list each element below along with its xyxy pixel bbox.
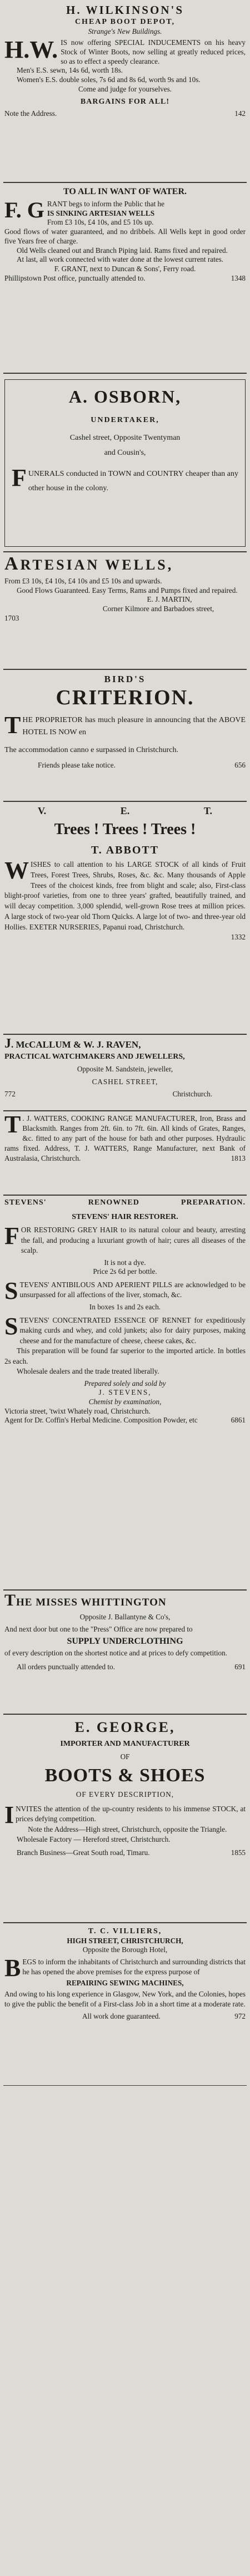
advert-footer — [4, 109, 246, 119]
advert-drop-cap: S — [4, 1277, 18, 1304]
column-rule — [3, 182, 247, 183]
advert-address: Note the Address—High street, Christchurch, opposite the Triangle. — [28, 1825, 227, 1833]
birds-criterion-hotel-advert — [4, 673, 246, 797]
advert-address: Opposite J. Ballantyne & Co's, — [79, 1613, 171, 1621]
advert-subheading: STEVENS' HAIR RESTORER. — [72, 1212, 178, 1221]
advert-price-line: Men's E.S. sewn, 14s 6d, worth 18s. — [17, 66, 123, 75]
advert-heading-text: . McCALLUM & W. J. RAVEN, — [11, 1039, 141, 1050]
advert-drop-cap: T — [4, 1114, 21, 1138]
advert-price-line: From £3 10s, £4 10s, and £5 10s up. — [47, 218, 154, 227]
advert-text: Prepared solely and sold by — [84, 1379, 166, 1388]
advert-heading — [4, 1037, 246, 1051]
advert-drop-cap: J — [4, 1037, 11, 1051]
advert-feature-line: IS SINKING ARTESIAN WELLS — [47, 209, 155, 217]
column-rule — [3, 801, 247, 802]
advert-text: This preparation will be found far superior to the imported article. In bottles 2s each. — [4, 1347, 246, 1365]
advert-heading: TO ALL IN WANT OF WATER. — [63, 187, 187, 196]
advert-heading: Trees ! Trees ! Trees ! — [54, 821, 196, 838]
advert-text: of every description on the shortest notice and at prices to defy competition. — [4, 1649, 228, 1658]
advert-note: All orders punctually attended to. — [17, 1663, 115, 1671]
advert-body — [4, 1312, 246, 1347]
advert-body — [4, 197, 246, 227]
advert-text: Agent for Dr. Coffin's Herbal Medicine. Composition Powder, etc — [4, 1416, 198, 1425]
advert-drop-cap: F — [12, 464, 27, 491]
osborn-undertaker-advert — [4, 379, 246, 547]
column-rule — [3, 551, 247, 552]
advert-heading-text: RTESIAN WELLS, — [20, 557, 174, 573]
advert-body — [4, 714, 246, 739]
column-rule — [3, 373, 247, 374]
advert-address: Victoria street, 'twixt Whately road, Christchurch. — [4, 1406, 151, 1415]
column-rule — [3, 1589, 247, 1591]
column-rule — [3, 1110, 247, 1111]
advert-drop-cap: B — [4, 1954, 21, 1981]
advert-text: . J. WATTERS, COOKING RANGE MANUFACTURER, Iron, Brass and Blacksmith. Ranges from 2ft. 6in. to 7ft. 6in. All kinds of Grates, Ranges, &c. fitted to any part of the house for bath and other purposes. Hydraulic rams fixed. Address, — [4, 1114, 246, 1152]
advert-heading: CRITERION. — [56, 686, 194, 709]
advert-subheading: IMPORTER AND MANUFACTURER — [60, 1740, 190, 1748]
advert-body — [4, 1277, 246, 1304]
advert-drop-cap: F — [4, 1222, 19, 1249]
advert-footer — [4, 1090, 246, 1099]
advert-body — [4, 1801, 246, 1828]
villiers-sewing-machine-advert — [4, 1927, 246, 2082]
advert-heading — [4, 555, 246, 575]
advert-body — [4, 38, 246, 66]
advert-address: HIGH STREET, CHRISTCHURCH, — [67, 1936, 183, 1945]
advert-number: 691 — [234, 1663, 246, 1671]
advert-number: 6861 — [231, 1416, 246, 1425]
advert-heading: STEVENS' RENOWNED PREPARATION. — [4, 1198, 246, 1207]
advert-number: 972 — [234, 2011, 246, 2020]
advert-text: Good Flows Guaranteed. Easy Terms, Rams and Pumps fixed and repaired. — [17, 586, 238, 595]
advert-text: EGS to inform the inhabitants of Christchurch and surrounding districts that he has opened the above premises for the express purpose of — [22, 1957, 246, 1977]
advert-heading — [4, 1593, 246, 1610]
advert-vet-header — [4, 804, 246, 817]
watters-cooking-range-advert — [4, 1114, 246, 1191]
advert-text: ISHES to call attention to his LARGE STOCK of all kinds of Fruit Trees, Forest Trees, Shrubs, Roses, &c. &c. Many thousands of Apple Trees of the choicest kinds, free from blight and scale; also, First-class blight-proof varieties, from one to three years' grafted, beautifully trained, and will decay competition. 3,000 splendid, well-grown Rose trees at million prices. A large stock of two-year old Thorn Quicks. A large lot of two- and three-year old Hollies. EXETER NURSERIES, Papanui road, Christchurch. — [4, 860, 246, 931]
advert-number: 1855 — [231, 1848, 246, 1857]
advert-text: And owing to his long experience in Glasgow, New York, and the Colonies, hopes to give the public the benefit of a First-class Job in a short time at a moderate rate. — [4, 1989, 246, 2009]
advert-subheading: BIRD'S — [104, 674, 146, 684]
advert-text: At last, all work connected with water done at the lowest current rates. — [17, 255, 224, 264]
advert-text: RANT begs to inform the Public that he — [47, 200, 164, 208]
advert-address: and Cousin's, — [104, 449, 146, 457]
wilkinson-advert — [4, 3, 246, 180]
advert-heading: E. GEORGE, — [74, 1719, 176, 1735]
grant-water-advert — [4, 186, 246, 369]
advert-footer — [4, 1848, 246, 1858]
advert-number: 1332 — [231, 932, 246, 941]
column-rule — [3, 1714, 247, 1715]
advert-text: NVITES the attention of the up-country residents to his immense STOCK, at prices defying competition. — [16, 1804, 246, 1823]
advert-subheading: REPAIRING SEWING MACHINES, — [66, 1978, 184, 1987]
advert-text: OR RESTORING GREY HAIR to its natural colour and beauty, arresting the fall, and producing a luxuriant growth of hair; cures all diseases of the scalp. — [21, 1226, 246, 1254]
advert-text: Come and judge for yourselves. — [78, 84, 172, 93]
advert-number: 142 — [234, 109, 246, 118]
advert-note: All work done guaranteed. — [82, 2011, 161, 2020]
advert-drop-cap: W — [4, 857, 29, 884]
advert-contact: T. J. WATTERS, Range Manufacturer, next Bank of Australasia, Christchurch. — [4, 1144, 246, 1162]
advert-address: Cashel street, Opposite Twentyman — [69, 433, 181, 442]
advert-subheading: UNDERTAKER, — [91, 416, 159, 424]
advert-body — [4, 1954, 246, 1981]
mccallum-raven-jewellers-advert — [4, 1037, 246, 1108]
advert-contact: T. ABBOTT — [91, 844, 159, 856]
advert-text: OF — [120, 1752, 130, 1761]
advert-price-line: From £3 10s, £4 10s, £4 10s and £5 10s and upwards. — [4, 577, 162, 585]
advert-footer — [4, 761, 246, 770]
advert-drop-cap: T — [4, 712, 21, 739]
advert-heading: A. OSBORN, — [68, 387, 182, 407]
advert-body — [4, 1114, 246, 1163]
advert-letter: V. — [38, 805, 47, 816]
martin-artesian-wells-advert — [4, 555, 246, 665]
advert-subheading: PRACTICAL WATCHMAKERS AND JEWELLERS, — [4, 1053, 185, 1061]
advert-text: It is not a dye. — [104, 1258, 146, 1267]
column-rule — [3, 669, 247, 670]
advert-heading-text: HE MISSES WHITTINGTON — [16, 1597, 167, 1608]
advert-text: Wholesale dealers and the trade treated liberally. — [17, 1367, 159, 1376]
advert-note: Phillipstown Post office, punctually attended to. — [4, 273, 146, 282]
advert-text: TEVENS' ANTIBILOUS AND APERIENT PILLS are acknowledged to be unsurpassed for all affections of the liver, stomach, &c. — [19, 1280, 246, 1299]
advert-price-line: Price 2s 6d per bottle. — [93, 1267, 157, 1276]
advert-heading: H. WILKINSON'S — [66, 3, 184, 17]
advert-footer — [4, 1663, 246, 1672]
advert-note: Friends please take notice. — [38, 761, 116, 769]
advert-address: Wholesale Factory — Hereford street, Christchurch. — [17, 1835, 171, 1844]
advert-drop-cap: A — [4, 555, 21, 574]
advert-text: Good flows of water guaranteed, and no dribbels. All Wells kept in good order five Years free of charge. — [4, 227, 246, 245]
advert-lead-initials: F. G — [4, 197, 44, 222]
advert-footer — [4, 1416, 246, 1425]
stevens-preparations-advert — [4, 1198, 246, 1586]
column-rule — [3, 1922, 247, 1923]
advert-footer — [4, 274, 246, 283]
advert-contact: F. GRANT, next to Duncan & Sons', Ferry road. — [54, 264, 196, 273]
advert-drop-cap: S — [4, 1312, 18, 1340]
advert-drop-cap: T — [4, 1593, 17, 1609]
column-rule — [3, 2085, 247, 2086]
abbott-trees-advert — [4, 804, 246, 1032]
advert-number: 656 — [234, 761, 246, 769]
advert-text: Old Wells cleaned out and Branch Piping laid. Rams fixed and repaired. — [17, 246, 228, 255]
advert-address: Opposite M. Sandstein, jeweller, — [77, 1065, 173, 1073]
advert-letter: T. — [203, 805, 212, 816]
advert-body — [4, 1222, 246, 1256]
advert-town: Christchurch. — [172, 1090, 212, 1099]
advert-address: CASHEL STREET, — [92, 1077, 158, 1086]
column-rule — [3, 1034, 247, 1035]
advert-body — [12, 464, 238, 496]
advert-contact: E. J. MARTIN, — [147, 595, 192, 604]
advert-text: Chemist by examination, — [88, 1398, 162, 1406]
advert-address: Corner Kilmore and Barbadoes street, — [102, 604, 214, 613]
advert-text: And next door but one to the "Press" Office are now prepared to — [4, 1624, 193, 1633]
advert-text: UNERALS conducted in TOWN and COUNTRY cheaper than any other house in the colony. — [28, 469, 238, 492]
advert-address: Opposite the Borough Hotel, — [82, 1945, 168, 1954]
misses-whittington-advert — [4, 1593, 246, 1709]
advert-number: 1703 — [4, 613, 19, 622]
advert-note: Note the Address. — [4, 109, 57, 118]
advert-number: 772 — [4, 1090, 16, 1099]
advert-price-line: Women's E.S. double soles, 7s 6d and 8s 6d, worth 9s and 10s. — [17, 75, 201, 84]
advert-drop-cap: I — [4, 1801, 14, 1828]
advert-text: TEVENS' CONCENTRATED ESSENCE OF RENNET for expeditiously making curds and whey, and cold junkets; also for dairy purposes, making cheese and for the manufacture of cheese, cheese cakes, &c. — [19, 1315, 246, 1345]
advert-text: The accommodation canno e surpassed in Christchurch. — [4, 746, 178, 754]
advert-body — [4, 857, 246, 933]
advert-letter: E. — [120, 805, 130, 816]
advert-footer — [4, 2012, 246, 2021]
advert-subheading: CHEAP BOOT DEPOT, — [74, 18, 176, 26]
advert-banner: BARGAINS FOR ALL! — [80, 98, 170, 106]
advert-title: BOOTS & SHOES — [44, 1765, 206, 1786]
advert-address: Branch Business—Great South road, Timaru. — [17, 1848, 150, 1857]
column-rule — [3, 1195, 247, 1196]
advert-heading: T. C. VILLIERS, — [88, 1927, 162, 1935]
advert-subheading: SUPPLY UNDERCLOTHING — [67, 1636, 183, 1646]
advert-price-line: In boxes 1s and 2s each. — [89, 1302, 161, 1311]
advert-address: Strange's New Buildings. — [88, 27, 162, 35]
advert-subheading: OF EVERY DESCRIPTION, — [76, 1790, 174, 1799]
advert-lead-initials: H.W. — [4, 36, 58, 64]
advert-text: HE PROPRIETOR has much pleasure in announcing that the ABOVE HOTEL IS NOW en — [22, 716, 246, 736]
advert-contact: J. STEVENS, — [98, 1388, 152, 1397]
advert-number: 1348 — [231, 273, 246, 282]
advert-number: 1813 — [231, 1154, 246, 1162]
advert-text: IS now offering SPECIAL INDUCEMENTS on his heavy Stock of Winter Boots, now selling at greatly reduced prices, so as to effect a speedy clearance. — [61, 38, 246, 65]
e-george-boots-advert — [4, 1718, 246, 1918]
